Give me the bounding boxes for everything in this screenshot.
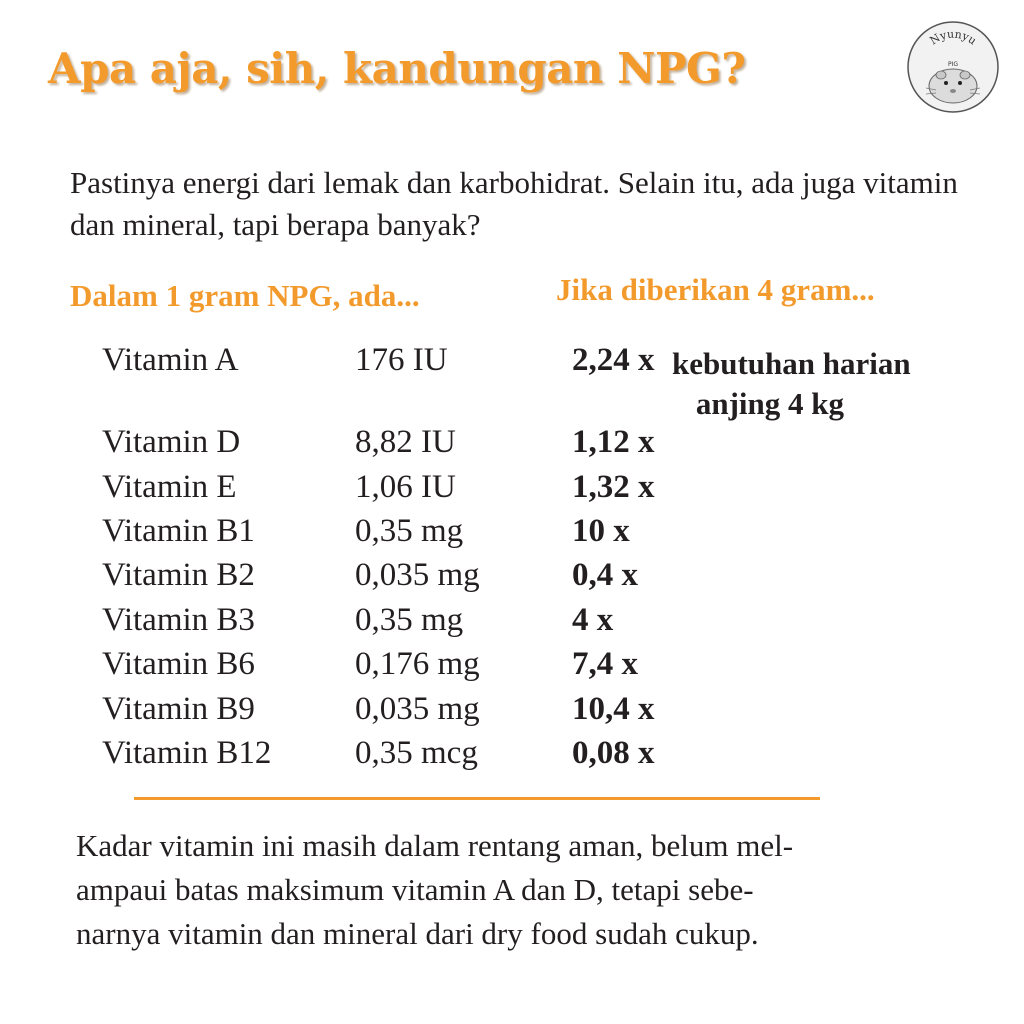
row-multiplier: 4 x xyxy=(572,602,614,638)
outro-paragraph xyxy=(76,824,976,956)
row-multiplier: 0,4 x xyxy=(572,557,638,593)
row-name: Vitamin B9 xyxy=(102,691,255,727)
right-heading: Jika diberikan 4 gram... xyxy=(556,272,875,307)
page-title: Apa aja, sih, kandungan NPG? xyxy=(48,44,746,93)
reference-note xyxy=(580,344,942,424)
row-amount: 0,035 mg xyxy=(355,691,480,727)
row-multiplier: 2,24 x xyxy=(572,342,655,378)
row-amount: 0,35 mg xyxy=(355,513,464,549)
row-multiplier: 0,08 x xyxy=(572,735,655,771)
row-multiplier: 1,32 x xyxy=(572,469,655,505)
row-name: Vitamin B3 xyxy=(102,602,255,638)
row-name: Vitamin E xyxy=(102,469,237,505)
logo-sub-text: PIG xyxy=(947,61,959,68)
row-name: Vitamin A xyxy=(102,342,239,378)
intro-paragraph: Pastinya energi dari lemak dan karbohidrat. Selain itu, ada juga vitamin dan mineral, tapi berapa banyak? xyxy=(70,165,958,242)
row-multiplier: 7,4 x xyxy=(572,646,638,682)
outro-line: Kadar vitamin ini masih dalam rentang aman, belum mel- xyxy=(76,828,794,863)
row-amount: 0,035 mg xyxy=(355,557,480,593)
row-name: Vitamin D xyxy=(102,424,241,460)
section-divider xyxy=(134,797,820,800)
row-multiplier: 10,4 x xyxy=(572,691,655,727)
row-amount: 0,35 mcg xyxy=(355,735,478,771)
outro-line: narnya vitamin dan mineral dari dry food sudah cukup. xyxy=(76,916,759,951)
row-amount: 8,82 IU xyxy=(355,424,456,460)
left-heading: Dalam 1 gram NPG, ada... xyxy=(70,278,420,313)
nyunyu-pig-logo xyxy=(906,20,1000,114)
logo-brand-text: Nyunyu xyxy=(927,27,979,48)
row-name: Vitamin B2 xyxy=(102,557,255,593)
row-multiplier: 10 x xyxy=(572,513,630,549)
reference-note-line: anjing 4 kg xyxy=(695,386,844,421)
row-name: Vitamin B12 xyxy=(102,735,272,771)
reference-note-line: kebutuhan harian xyxy=(672,346,911,381)
row-amount: 1,06 IU xyxy=(355,469,456,505)
row-name: Vitamin B6 xyxy=(102,646,255,682)
row-amount: 0,35 mg xyxy=(355,602,464,638)
row-name: Vitamin B1 xyxy=(102,513,255,549)
row-multiplier: 1,12 x xyxy=(572,424,655,460)
outro-line: ampaui batas maksimum vitamin A dan D, tetapi sebe- xyxy=(76,872,754,907)
row-amount: 0,176 mg xyxy=(355,646,480,682)
row-amount: 176 IU xyxy=(355,342,448,378)
